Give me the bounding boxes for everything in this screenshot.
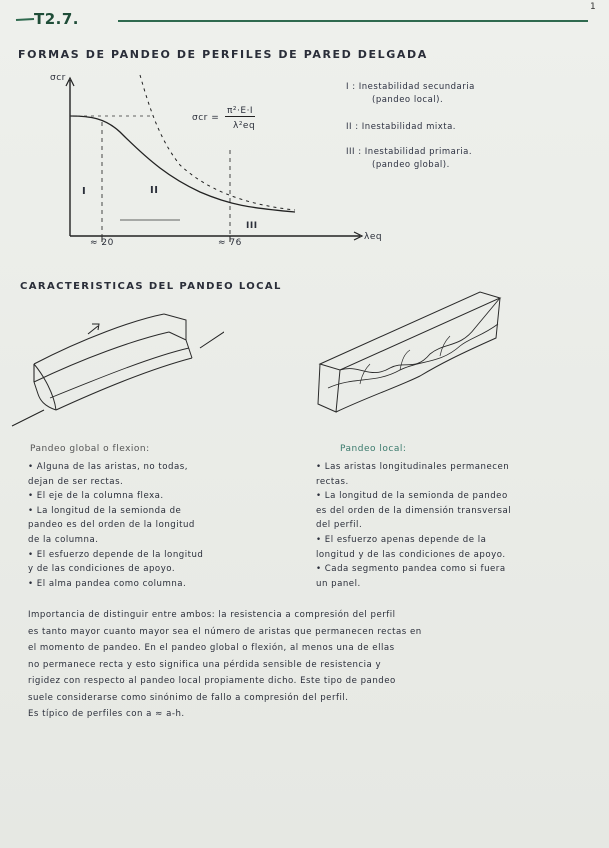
global-buckling-sketch: [4, 298, 224, 438]
list-item: • El esfuerzo apenas depende de la: [316, 534, 487, 545]
legend-num: I :: [346, 82, 356, 92]
legend-num: II :: [346, 122, 359, 132]
y-axis-label: σcr: [50, 73, 66, 83]
global-buckling-heading: Pandeo global o flexion:: [30, 444, 150, 454]
list-item: • La longitud de la semionda de pandeo: [316, 491, 508, 502]
list-item: • El alma pandea como columna.: [28, 578, 187, 589]
list-item: longitud y de las condiciones de apoyo.: [316, 549, 506, 560]
paragraph-line: rigidez con respecto al pandeo local propiamente dicho. Este tipo de pandeo: [28, 676, 396, 686]
critical-stress-curve: [70, 116, 295, 212]
header-dash-icon: [14, 14, 36, 24]
list-item: • La longitud de la semionda de: [28, 505, 182, 516]
paragraph-line: suele considerarse como sinónimo de fallo a compresión del perfil.: [28, 692, 349, 703]
list-item: del perfil.: [316, 520, 363, 531]
paragraph-line: es tanto mayor cuanto mayor sea el número de aristas que permanecen rectas en: [28, 626, 422, 637]
legend-sub-i: (pandeo local).: [372, 95, 444, 105]
legend-text: Inestabilidad primaria.: [364, 147, 473, 157]
legend-item-ii: [346, 122, 456, 132]
formula-denominator: λ²eq: [233, 121, 256, 131]
paragraph-line: Importancia de distinguir entre ambos: la resistencia a compresión del perfil: [28, 610, 396, 620]
list-item: dejan de ser rectas.: [28, 476, 124, 487]
list-item: de la columna.: [28, 534, 99, 545]
legend-text: Inestabilidad mixta.: [361, 122, 456, 132]
legend-sub-iii: (pandeo global).: [372, 160, 450, 170]
legend-item-i: [346, 82, 475, 92]
legend-num: III :: [346, 147, 362, 157]
legend-item-iii: [346, 147, 472, 157]
page-number: 1: [590, 2, 596, 12]
list-item: • El esfuerzo depende de la longitud: [28, 549, 204, 560]
euler-hyperbola: [140, 75, 295, 210]
paragraph-line: Es típico de perfiles con a ≈ a-h.: [28, 709, 185, 719]
zone-label-iii: III: [246, 221, 258, 231]
tick-label-76: ≈ 76: [218, 238, 242, 248]
list-item: • Cada segmento pandea como si fuera: [316, 564, 506, 575]
local-buckling-sketch: [300, 284, 520, 434]
list-item: • Alguna de las aristas, no todas,: [28, 462, 188, 472]
section-heading-buckling-forms: FORMAS DE PANDEO DE PERFILES DE PARED DELGADA: [18, 48, 428, 61]
importance-paragraph: [28, 607, 588, 723]
section-heading-local-buckling: CARACTERISTICAS DEL PANDEO LOCAL: [20, 281, 282, 292]
global-buckling-notes: [28, 460, 203, 591]
page-title: T2.7.: [34, 10, 80, 28]
formula-lhs: σcr =: [192, 113, 220, 123]
paragraph-line: no permanece recta y esto significa una pérdida sensible de resistencia y: [28, 659, 382, 670]
local-buckling-heading: Pandeo local:: [340, 444, 407, 454]
list-item: es del orden de la dimensión transversal: [316, 505, 512, 516]
local-buckling-notes: [316, 460, 511, 591]
zone-label-i: I: [82, 186, 87, 197]
list-item: un panel.: [316, 578, 361, 589]
legend-text: Inestabilidad secundaria: [358, 82, 475, 92]
title-underline: [118, 20, 588, 22]
list-item: pandeo es del orden de la longitud: [28, 520, 195, 531]
tick-label-20: ≈ 20: [90, 238, 114, 248]
list-item: • Las aristas longitudinales permanecen: [316, 462, 510, 472]
paragraph-line: el momento de pandeo. En el pandeo global o flexión, al menos una de ellas: [28, 643, 395, 653]
x-axis-label: λeq: [364, 232, 383, 242]
formula-numerator: π²·E·I: [227, 106, 254, 116]
buckling-stress-graph: [40, 70, 390, 250]
list-item: y de las condiciones de apoyo.: [28, 564, 176, 575]
list-item: rectas.: [316, 476, 349, 487]
zone-label-ii: II: [150, 185, 159, 196]
list-item: • El eje de la columna flexa.: [28, 491, 164, 502]
